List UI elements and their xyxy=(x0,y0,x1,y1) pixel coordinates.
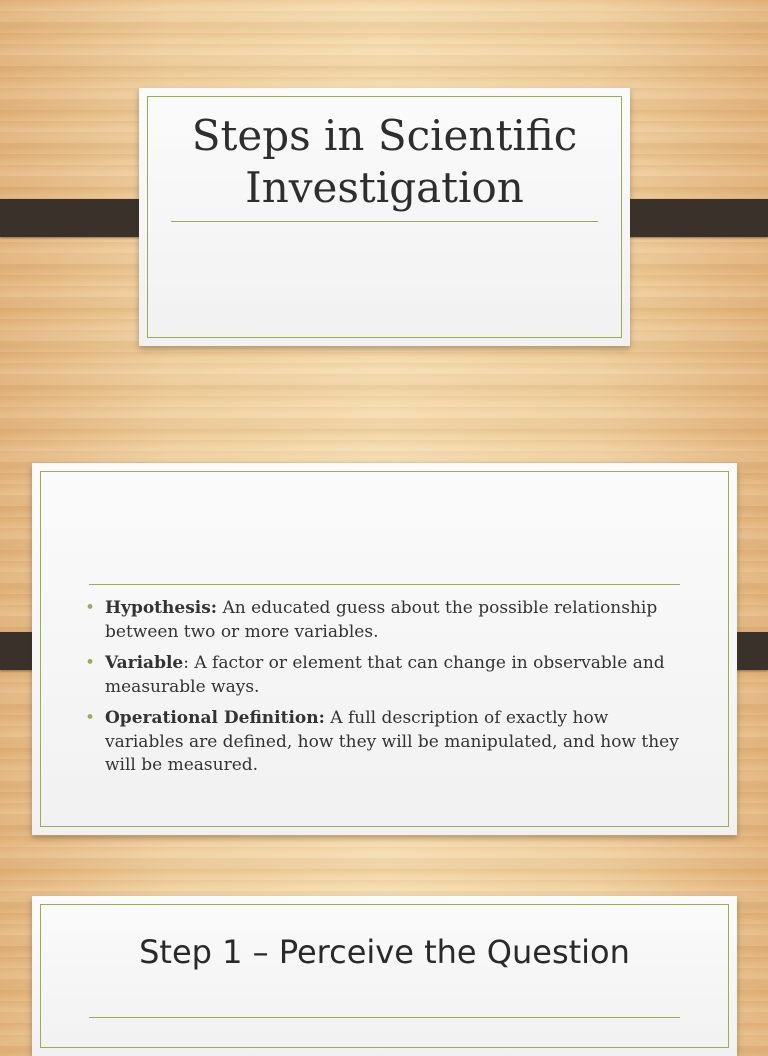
title-divider xyxy=(89,1017,680,1018)
slide-heading: Step 1 – Perceive the Question xyxy=(139,933,630,971)
list-item xyxy=(85,707,687,778)
bullet-text: An educated guess about the possible relationship between two or more variables. xyxy=(105,598,658,642)
bullet-icon: • xyxy=(85,708,96,728)
title-line-1: Steps in Scientific xyxy=(191,111,578,160)
bullet-text: A full description of exactly how variables are defined, how they will be manipulated, and how they will be measured. xyxy=(105,708,679,775)
bullet-icon: • xyxy=(85,598,96,618)
list-item xyxy=(85,597,687,644)
slide-title-text xyxy=(139,110,630,214)
slide-tab-right xyxy=(613,199,768,237)
bullet-term: Variable xyxy=(105,653,184,673)
slide-step-1[interactable] xyxy=(32,896,737,1056)
title-divider xyxy=(171,221,598,222)
list-item xyxy=(85,652,687,699)
title-line-2: Investigation xyxy=(245,163,524,212)
slide-title[interactable] xyxy=(139,88,630,346)
bullet-term: Hypothesis: xyxy=(105,598,218,618)
slide-frame xyxy=(40,904,729,1048)
slide-tab-left xyxy=(0,199,155,237)
bullet-text: : A factor or element that can change in observable and measurable ways. xyxy=(105,653,665,697)
title-divider xyxy=(89,584,680,585)
bullet-icon: • xyxy=(85,653,96,673)
bullet-list xyxy=(85,597,687,786)
slide-definitions[interactable] xyxy=(32,463,737,835)
bullet-term: Operational Definition: xyxy=(105,708,325,728)
